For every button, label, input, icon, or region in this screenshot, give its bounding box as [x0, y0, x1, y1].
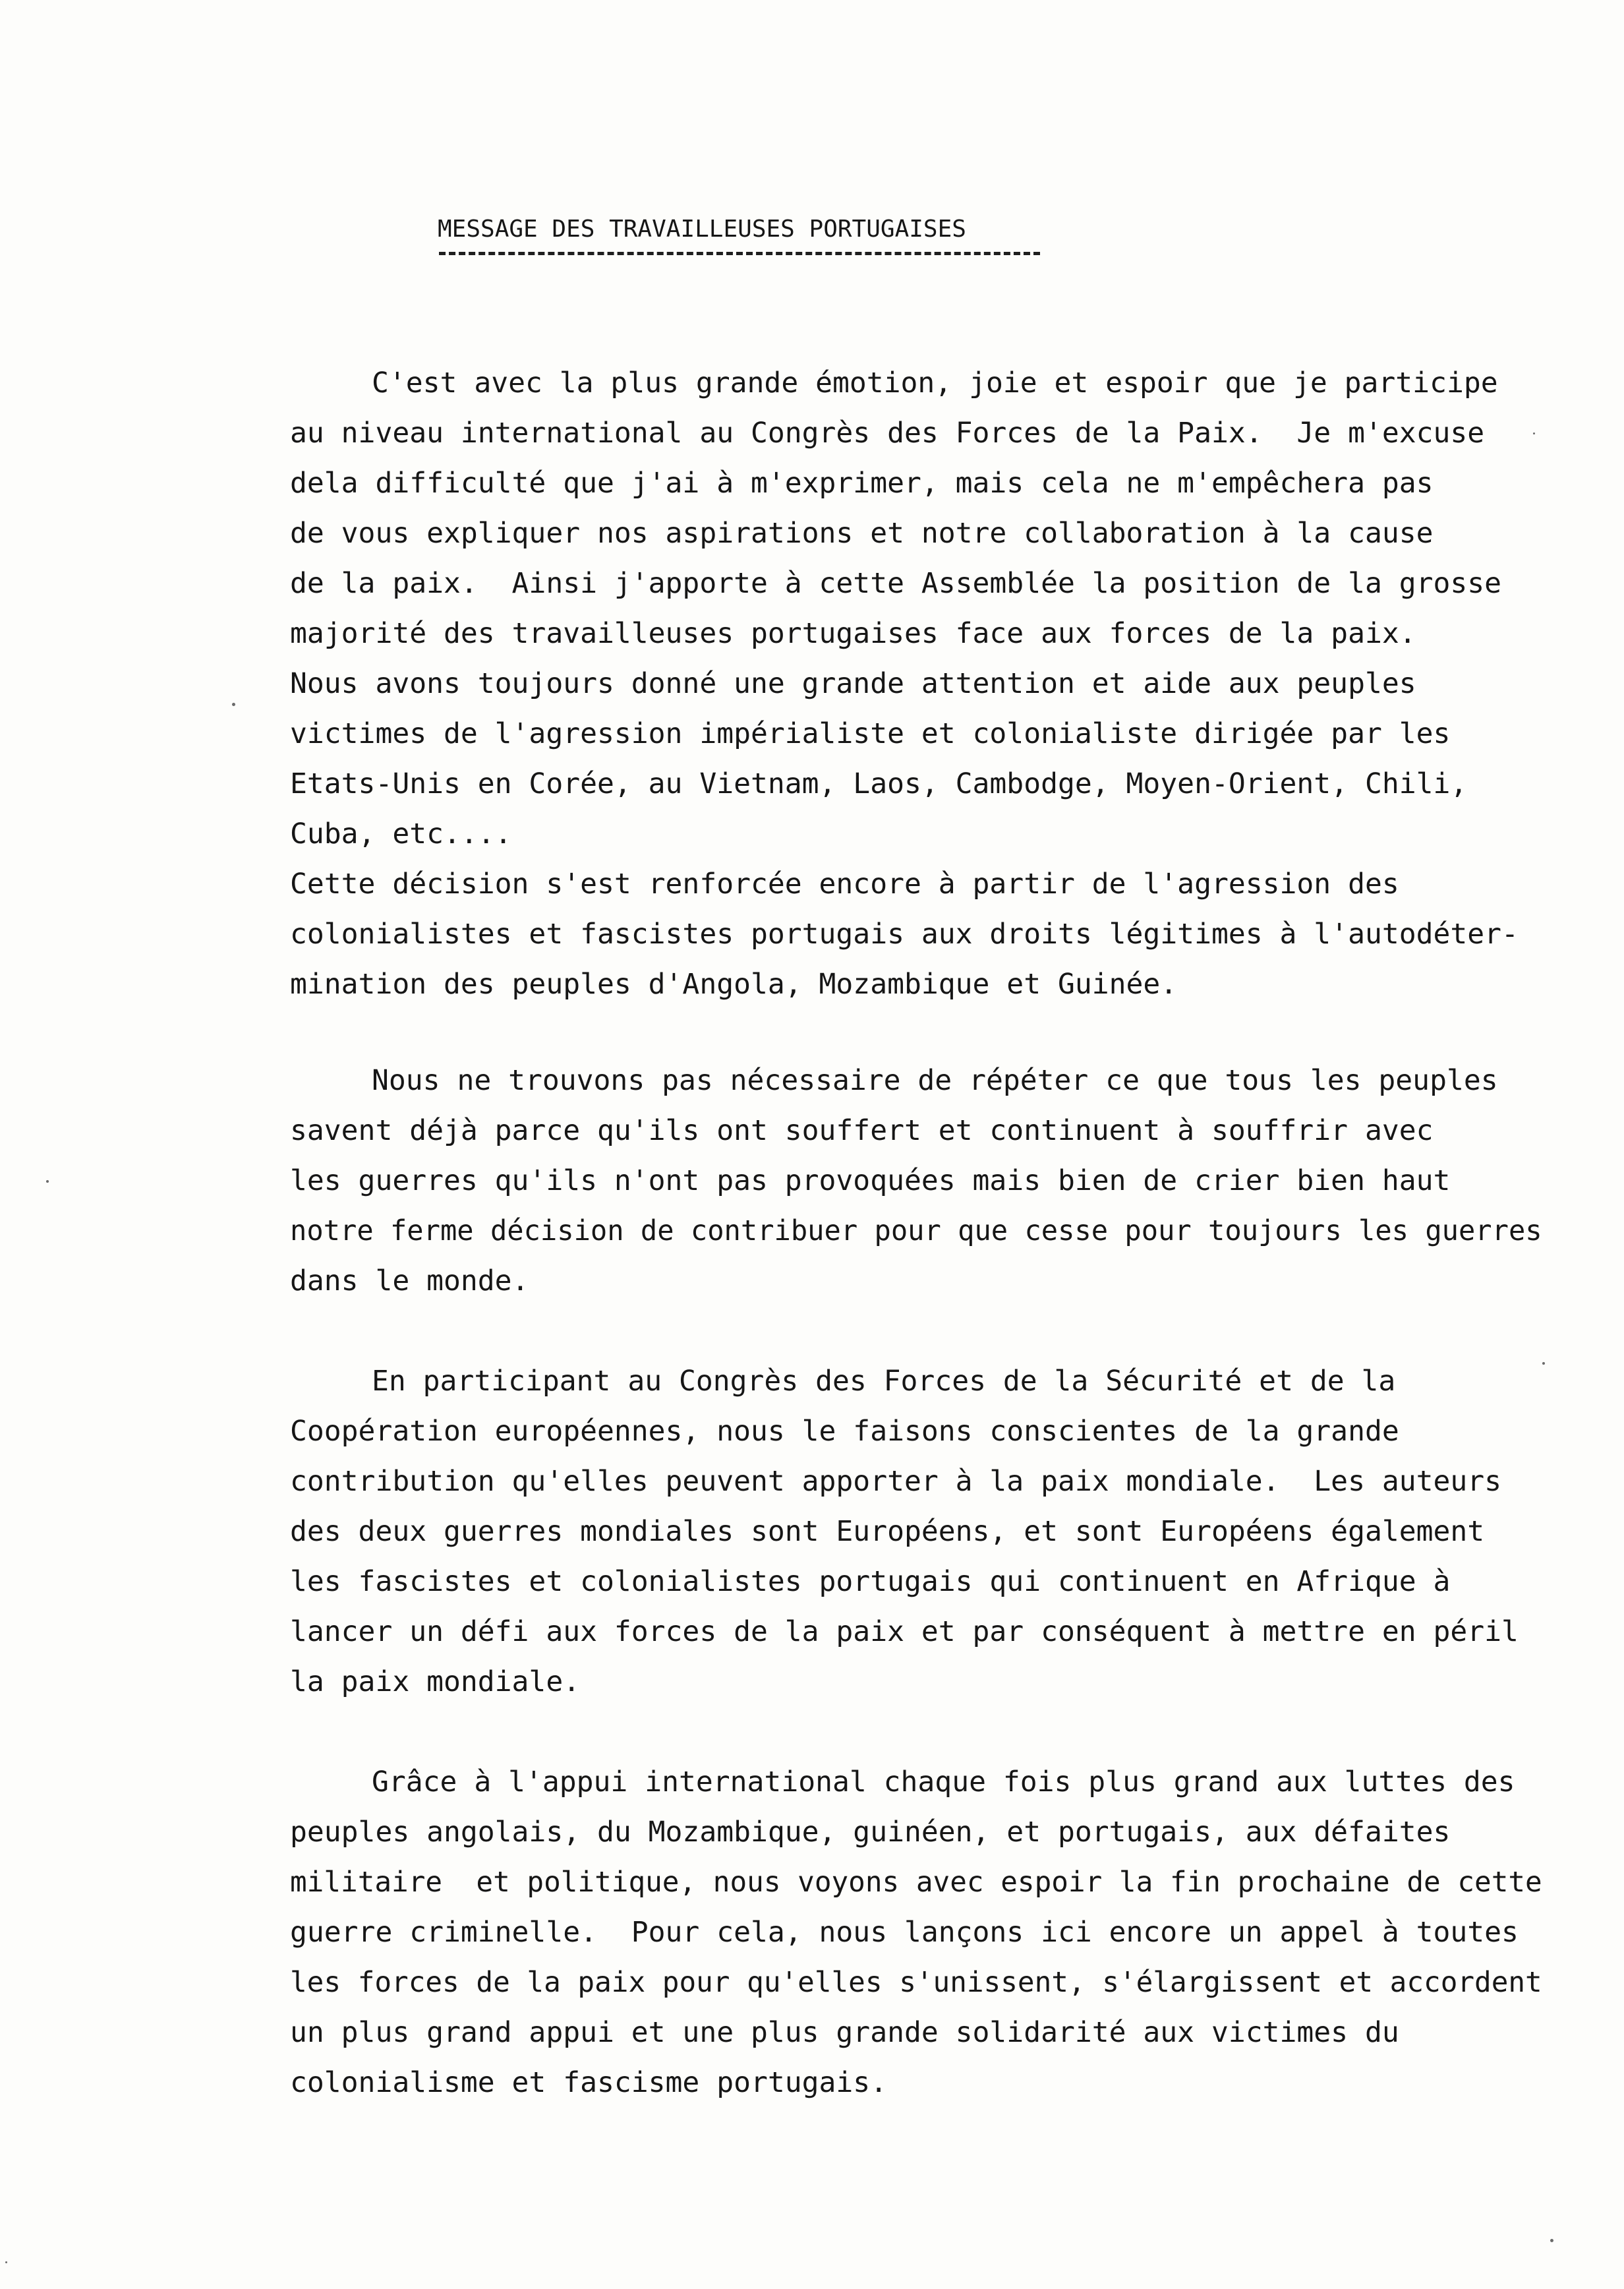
scan-speck [46, 1180, 49, 1183]
paragraph-1-line-2: au niveau international au Congrès des Forces de la Paix. Je m'excuse [290, 417, 1485, 450]
paragraph-4-line-5: les forces de la paix pour qu'elles s'unissent, s'élargissent et accordent [290, 1966, 1542, 1999]
paragraph-1-line-4: de vous expliquer nos aspirations et notre collaboration à la cause [290, 517, 1434, 550]
paragraph-3-line-6: lancer un défi aux forces de la paix et par conséquent à mettre en péril [290, 1615, 1519, 1648]
paragraph-1-line-1: C'est avec la plus grande émotion, joie et espoir que je participe [372, 367, 1498, 400]
scan-speck [1550, 2239, 1553, 2242]
paragraph-4-line-2: peuples angolais, du Mozambique, guinéen, et portugais, aux défaites [290, 1816, 1451, 1849]
paragraph-3-line-2: Coopération européennes, nous le faisons conscientes de la grande [290, 1415, 1399, 1448]
paragraph-2-line-4: notre ferme décision de contribuer pour que cesse pour toujours les guerres [290, 1214, 1542, 1247]
paragraph-2-line-3: les guerres qu'ils n'ont pas provoquées mais bien de crier bien haut [290, 1164, 1451, 1197]
document-title: MESSAGE DES TRAVAILLEUSES PORTUGAISES [438, 216, 966, 243]
scan-speck [1542, 1362, 1545, 1365]
paragraph-1-line-9: Etats-Unis en Corée, au Vietnam, Laos, Cambodge, Moyen-Orient, Chili, [290, 767, 1468, 800]
title-underline [439, 252, 1040, 255]
paragraph-4-line-3: militaire et politique, nous voyons avec espoir la fin prochaine de cette [290, 1866, 1542, 1899]
paragraph-3-line-4: des deux guerres mondiales sont Européens, et sont Européens également [290, 1515, 1485, 1548]
paragraph-1-line-6: majorité des travailleuses portugaises face aux forces de la paix. [290, 617, 1416, 650]
paragraph-4-line-1: Grâce à l'appui international chaque fois plus grand aux luttes des [372, 1766, 1515, 1798]
paragraph-1-line-5: de la paix. Ainsi j'apporte à cette Assemblée la position de la grosse [290, 567, 1502, 600]
paragraph-1-line-11: Cette décision s'est renforcée encore à partir de l'agression des [290, 868, 1399, 901]
paragraph-2-line-1: Nous ne trouvons pas nécessaire de répéter ce que tous les peuples [372, 1064, 1498, 1097]
paragraph-2-line-2: savent déjà parce qu'ils ont souffert et continuent à souffrir avec [290, 1114, 1434, 1147]
paragraph-1-line-12: colonialistes et fascistes portugais aux droits légitimes à l'autodéter- [290, 918, 1519, 951]
paragraph-4-line-6: un plus grand appui et une plus grande solidarité aux victimes du [290, 2016, 1399, 2049]
paragraph-2-line-5: dans le monde. [290, 1264, 529, 1297]
paragraph-1-line-7: Nous avons toujours donné une grande attention et aide aux peuples [290, 667, 1416, 700]
paragraph-4-line-7: colonialisme et fascisme portugais. [290, 2066, 888, 2099]
scan-speck [1533, 432, 1535, 434]
paragraph-3-line-7: la paix mondiale. [290, 1665, 581, 1698]
paragraph-3-line-5: les fascistes et colonialistes portugais qui continuent en Afrique à [290, 1565, 1451, 1598]
paragraph-3-line-1: En participant au Congrès des Forces de la Sécurité et de la [372, 1365, 1396, 1398]
paragraph-1-line-8: victimes de l'agression impérialiste et colonialiste dirigée par les [290, 717, 1451, 750]
paragraph-1-line-10: Cuba, etc.... [290, 818, 512, 850]
paragraph-1-line-13: mination des peuples d'Angola, Mozambique et Guinée. [290, 968, 1178, 1001]
scan-speck [232, 703, 235, 706]
paragraph-3-line-3: contribution qu'elles peuvent apporter à la paix mondiale. Les auteurs [290, 1465, 1502, 1498]
paragraph-1-line-3: dela difficulté que j'ai à m'exprimer, mais cela ne m'empêchera pas [290, 467, 1434, 500]
scan-speck [5, 2261, 7, 2263]
paragraph-4-line-4: guerre criminelle. Pour cela, nous lançons ici encore un appel à toutes [290, 1916, 1519, 1949]
